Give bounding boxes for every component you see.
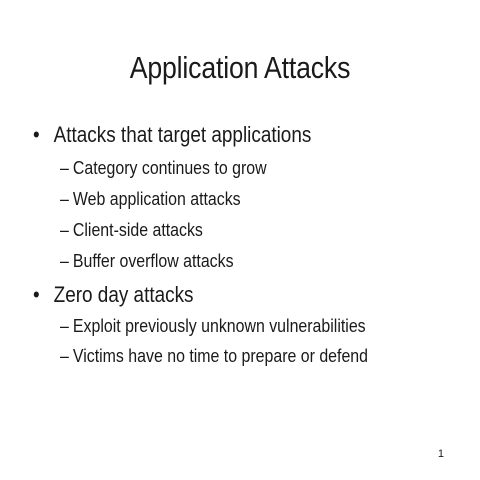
- sub-item: [60, 345, 368, 367]
- bullet-glyph: •: [33, 282, 40, 307]
- bullet-text: Zero day attacks: [53, 282, 194, 307]
- dash-glyph: –: [60, 250, 69, 271]
- sub-item-text: Exploit previously unknown vulnerabilities: [72, 315, 366, 336]
- sub-item-text: Buffer overflow attacks: [72, 250, 234, 271]
- sub-item: [60, 157, 267, 179]
- slide-title: Application Attacks: [129, 50, 351, 85]
- sub-item: [60, 315, 366, 337]
- page-number: 1: [437, 448, 444, 460]
- dash-glyph: –: [60, 188, 69, 209]
- sub-item-text: Client-side attacks: [72, 219, 203, 240]
- dash-glyph: –: [60, 219, 69, 240]
- bullet-text: Attacks that target applications: [53, 122, 312, 147]
- sub-item: [60, 188, 241, 210]
- bullet-item: [33, 282, 194, 308]
- dash-glyph: –: [60, 345, 69, 366]
- dash-glyph: –: [60, 315, 69, 336]
- bullet-glyph: •: [33, 122, 40, 147]
- dash-glyph: –: [60, 157, 69, 178]
- sub-item-text: Web application attacks: [72, 188, 241, 209]
- sub-item-text: Category continues to grow: [72, 157, 267, 178]
- sub-item: [60, 219, 203, 241]
- bullet-item: [33, 122, 311, 148]
- sub-item: [60, 250, 234, 272]
- sub-item-text: Victims have no time to prepare or defend: [72, 345, 369, 366]
